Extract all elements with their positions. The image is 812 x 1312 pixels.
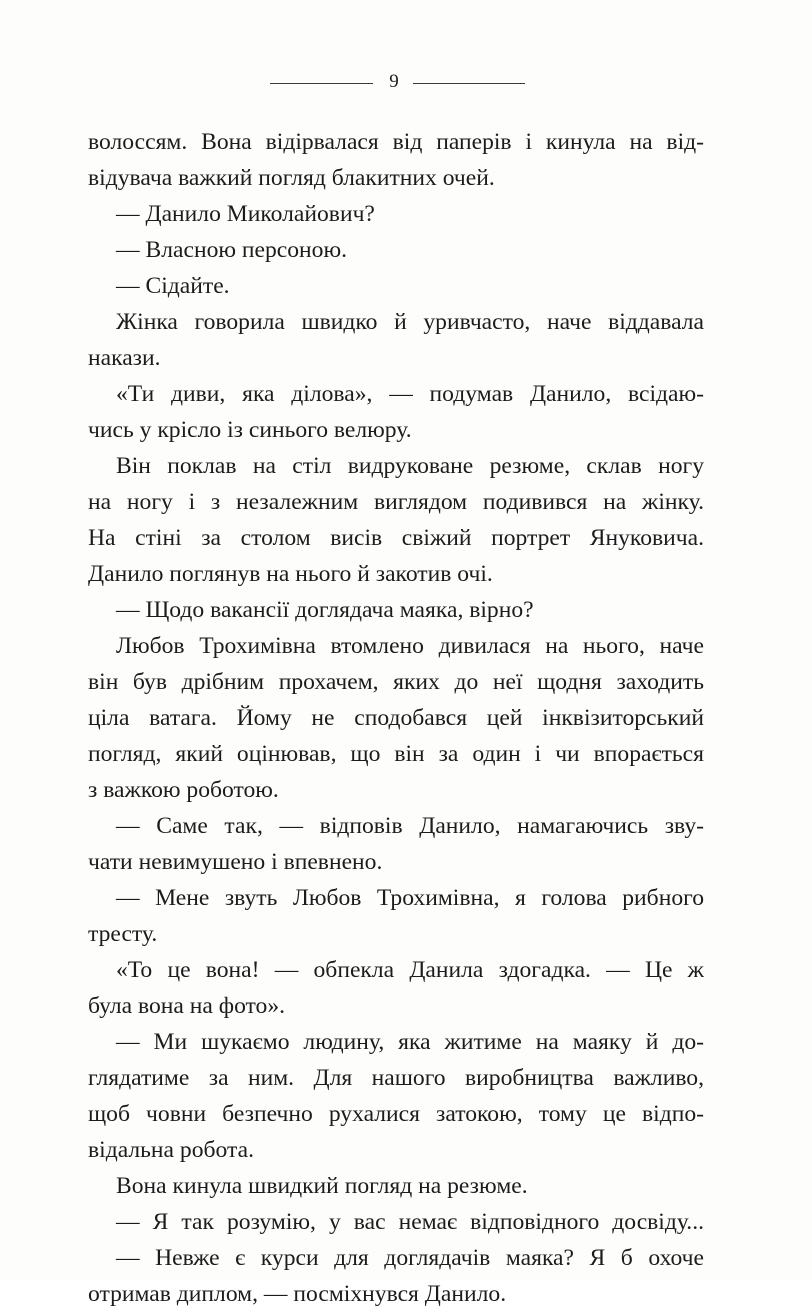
text-line: щоб човни безпечно рухалися затокою, тому це відпо- <box>88 1101 704 1127</box>
text-line: чати невимушено і впевнено. <box>88 849 383 875</box>
text-line: Данило поглянув на нього й закотив очі. <box>88 561 493 587</box>
text-line: — Власною персоною. <box>116 237 348 263</box>
text-line: тресту. <box>88 921 158 947</box>
text-line: «Ти диви, яка ділова», — подумав Данило, всідаю- <box>116 381 704 407</box>
text-line: — Мене звуть Любов Трохимівна, я голова рибного <box>116 885 704 911</box>
text-line: волоссям. Вона відірвалася від паперів і кинула на від- <box>88 129 704 155</box>
text-line: — Невже є курси для доглядачів маяка? Я б охоче <box>116 1245 704 1271</box>
text-line: ціла ватага. Йому не сподобався цей інквізиторський <box>88 705 704 731</box>
text-line: — Саме так, — відповів Данило, намагаючись зву- <box>116 813 704 839</box>
header-rule-right <box>413 83 525 84</box>
text-line: з важкою роботою. <box>88 777 279 803</box>
text-line: чись у крісло із синього велюру. <box>88 417 412 443</box>
text-line: відальна робота. <box>88 1137 254 1163</box>
text-line: — Я так розумію, у вас немає відповідного досвіду... <box>116 1209 704 1235</box>
text-line: Він поклав на стіл видруковане резюме, склав ногу <box>116 453 704 479</box>
text-line: була вона на фото». <box>88 993 286 1019</box>
text-line: «То це вона! — обпекла Данила здогадка. — Це ж <box>116 957 704 983</box>
text-line: — Щодо вакансії доглядача маяка, вірно? <box>116 597 534 623</box>
text-line: відувача важкий погляд блакитних очей. <box>88 165 495 191</box>
header-rule-left <box>270 83 373 84</box>
text-line: Вона кинула швидкий погляд на резюме. <box>116 1173 528 1199</box>
page-number: 9 <box>389 71 399 92</box>
text-line: — Данило Миколайович? <box>116 201 375 227</box>
body-text <box>88 124 704 1312</box>
text-line: — Ми шукаємо людину, яка житиме на маяку й до- <box>116 1029 704 1055</box>
page-header <box>0 68 812 98</box>
text-line: отримав диплом, — посміхнувся Данило. <box>88 1281 507 1307</box>
text-line: погляд, який оцінював, що він за один і чи впорається <box>88 741 704 767</box>
text-line: глядатиме за ним. Для нашого виробництва важливо, <box>88 1065 704 1091</box>
text-line: накази. <box>88 345 161 371</box>
text-line: він був дрібним прохачем, яких до неї щодня заходить <box>88 669 704 695</box>
text-line: на ногу і з незалежним виглядом подивився на жінку. <box>88 489 704 515</box>
text-line: На стіні за столом висів свіжий портрет Януковича. <box>88 525 704 551</box>
text-line: Жінка говорила швидко й уривчасто, наче віддавала <box>116 309 704 335</box>
text-line: Любов Трохимівна втомлено дивилася на нього, наче <box>116 633 704 659</box>
text-line: — Сідайте. <box>116 273 230 299</box>
